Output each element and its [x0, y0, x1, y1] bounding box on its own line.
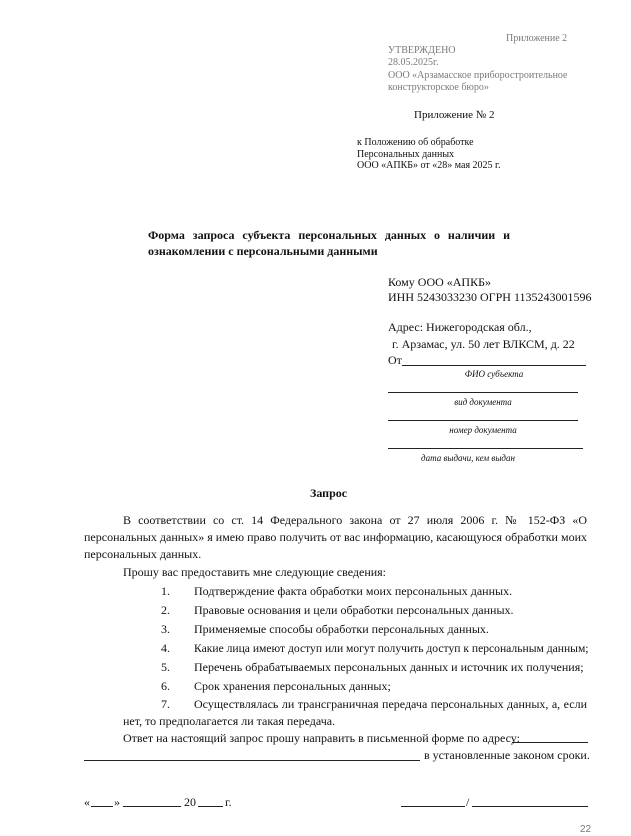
list-item-text: Осуществлялась ли трансграничная передача персональных данных, а, если [194, 697, 587, 711]
list-item-number: 4. [161, 641, 170, 655]
caption-fio: ФИО субъекта [464, 369, 524, 379]
list-item-text: Срок хранения персональных данных; [194, 679, 391, 693]
company-name-line2: конструкторское бюро» [388, 82, 489, 93]
list-item-number: 3. [161, 622, 170, 636]
doc-type-line[interactable] [388, 392, 578, 393]
appendix-corner-label: Приложение 2 [506, 33, 568, 44]
approved-label: УТВЕРЖДЕНО [388, 45, 456, 56]
from-label: От [388, 353, 402, 367]
date-day-field[interactable] [91, 806, 113, 807]
form-title-line2: ознакомлении с персональными данными [148, 244, 378, 258]
from-fio-line[interactable] [402, 365, 586, 366]
date-year-field[interactable] [198, 806, 223, 807]
list-item-text: Перечень обрабатываемых персональных данных и источник их получения; [194, 660, 584, 674]
recipient-inn-ogrn: ИНН 5243033230 ОГРН 1135243001596 [388, 290, 592, 304]
approved-date: 28.05.2025г. [388, 57, 439, 68]
doc-number-line[interactable] [388, 420, 578, 421]
appendix-title: Приложение № 2 [414, 109, 495, 121]
date-month-field[interactable] [123, 806, 181, 807]
request-ask: Прошу вас предоставить мне следующие сведения: [123, 565, 387, 579]
list-item-number: 5. [161, 660, 170, 674]
company-name-line1: ООО «Арзамасское приборостроительное [388, 70, 568, 81]
request-title: Запрос [310, 486, 348, 500]
appendix-ref-line1: к Положению об обработке [357, 137, 474, 148]
date-year-suffix: г. [225, 795, 232, 809]
signature-field[interactable] [401, 806, 465, 807]
date-year-prefix: 20 [184, 795, 196, 809]
signature-slash: / [466, 795, 470, 809]
recipient-address-line1: Адрес: Нижегородская обл., [388, 320, 532, 334]
list-item-number: 6. [161, 679, 170, 693]
list-item-text: Применяемые способы обработки персональных данных. [194, 622, 489, 636]
recipient-to: Кому ООО «АПКБ» [388, 275, 491, 289]
appendix-ref-line3: ООО «АПКБ» от «28» мая 2025 г. [357, 160, 501, 171]
list-item-number: 7. [161, 697, 170, 711]
list-item-number: 2. [161, 603, 170, 617]
date-close-quote: » [114, 795, 120, 809]
caption-doc-number: номер документа [449, 425, 517, 435]
list-item-text: Какие лица имеют доступ или могут получить доступ к персональным данным; [194, 642, 589, 655]
list-item-text: Подтверждение факта обработки моих персональных данных. [194, 584, 513, 598]
issued-line[interactable] [388, 448, 583, 449]
recipient-address-line2: г. Арзамас, ул. 50 лет ВЛКСМ, д. 22 [392, 337, 575, 351]
intro-line3: персональных данных. [84, 547, 202, 561]
address-line-full[interactable] [84, 760, 420, 761]
caption-doc-type: вид документа [454, 397, 512, 407]
intro-line2: персональных данных» я имею право получить от вас информацию, касающуюся обработки моих [84, 530, 587, 544]
deadline-text: в установленные законом сроки. [424, 748, 590, 762]
answer-address-text: Ответ на настоящий запрос прошу направить в письменной форме по адресу: [123, 731, 520, 745]
appendix-ref-line2: Персональных данных [357, 149, 455, 160]
caption-issued: дата выдачи, кем выдан [421, 453, 515, 463]
list-item-number: 1. [161, 584, 170, 598]
list-item-text: Правовые основания и цели обработки персональных данных. [194, 603, 514, 617]
signature-name-field[interactable] [472, 806, 588, 807]
intro-line1: В соответствии со ст. 14 Федерального закона от 27 июля 2006 г. № 152-ФЗ «О [123, 513, 587, 527]
address-line-end[interactable] [512, 742, 588, 743]
list-item-text-continued: нет, то предполагается ли такая передача. [123, 714, 336, 728]
form-title-line1: Форма запроса субъекта персональных данных о наличии и [148, 228, 510, 242]
date-open-quote: « [84, 795, 90, 809]
page-number: 22 [580, 824, 592, 835]
